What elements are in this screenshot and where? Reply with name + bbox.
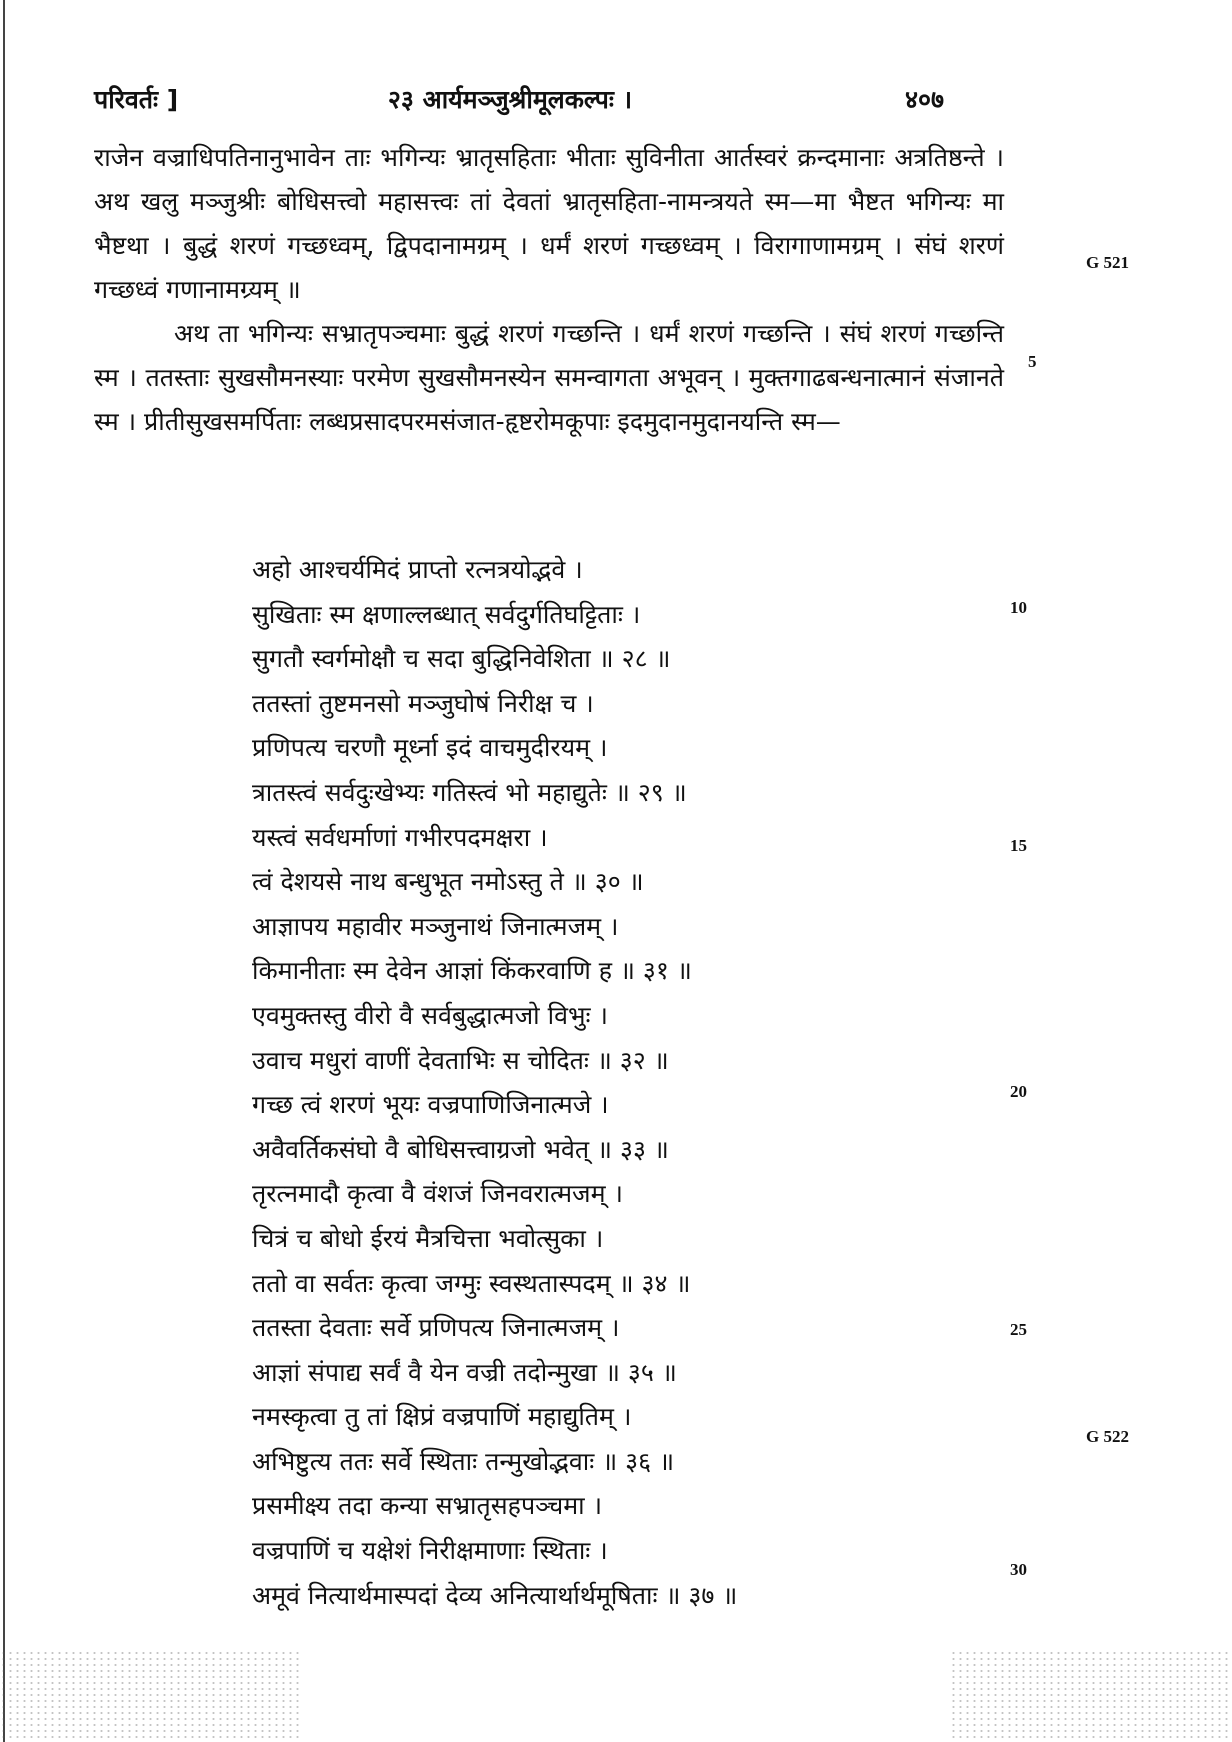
verse-line: ततो वा सर्वतः कृत्वा जग्मुः स्वस्थतास्पदम् ॥ ३४ ॥: [252, 1268, 691, 1298]
verse-line: यस्त्वं सर्वधर्माणां गभीरपदमक्षरा ।: [252, 822, 548, 852]
verse-line: त्रातस्त्वं सर्वदुःखेभ्यः गतिस्त्वं भो महाद्युतेः ॥ २९ ॥: [252, 777, 687, 807]
verse-line: अवैवर्तिकसंघो वै बोधिसत्त्वाग्रजो भवेत् ॥ ३३ ॥: [252, 1134, 669, 1164]
line-number: 25: [1010, 1320, 1027, 1339]
verse-line: प्रसमीक्ष्य तदा कन्या सभ्रातृसहपञ्चमा ।: [252, 1491, 603, 1521]
line-number: 10: [1010, 598, 1027, 617]
page-number: ४०७: [905, 85, 945, 114]
verse-line: सुखिताः स्म क्षणाल्लब्धात् सर्वदुर्गतिघट्टिताः ।: [252, 599, 641, 629]
scan-noise-right: [950, 1650, 1232, 1742]
verse-line: अमूवं नित्यार्थमास्पदां देव्य अनित्यार्थार्थमूषिताः ॥ ३७ ॥: [252, 1580, 738, 1610]
line-number: 30: [1010, 1560, 1027, 1579]
prose-paragraph-1: राजेन वज्राधिपतिनानुभावेन ताः भगिन्यः भ्रातृसहिताः भीताः सुविनीता आर्तस्वरं क्रन्दमानाः अत्रतिष्ठन्ते । अथ खलु मञ्जुश्रीः बोधिसत्त्वो महासत्त्वः तां देवतां भ्रातृसहिता-नामन्त्रयते स्म—मा भैष्टत भगिन्यः मा भैष्टथा । बुद्धं शरणं गच्छध्वम्, द्विपदानामग्रम् । धर्मं शरणं गच्छध्वम् । विरागाणामग्रम् । संघं शरणं गच्छध्वं गणानामग्र्यम् ॥: [94, 143, 1004, 304]
verse-line: उवाच मधुरां वाणीं देवताभिः स चोदितः ॥ ३२ ॥: [252, 1045, 669, 1075]
verse-line: किमानीताः स्म देवेन आज्ञां किंकरवाणि ह ॥ ३१ ॥: [252, 956, 692, 986]
verse-line: एवमुक्तस्तु वीरो वै सर्वबुद्धात्मजो विभुः ।: [252, 1000, 609, 1030]
verse-line: चित्रं च बोधो ईरयं मैत्रचित्ता भवोत्सुका ।: [252, 1223, 604, 1253]
prose-block: [94, 136, 1004, 444]
verse-line: ततस्ता देवताः सर्वे प्रणिपत्य जिनात्मजम् ।: [252, 1313, 620, 1343]
verse-line: प्रणिपत्य चरणौ मूर्ध्ना इदं वाचमुदीरयम् ।: [252, 733, 608, 763]
verse-line: आज्ञां संपाद्य सर्वं वै येन वज्री तदोन्मुखा ॥ ३५ ॥: [252, 1357, 677, 1387]
verse-line: तृरत्नमादौ कृत्वा वै वंशजं जिनवरात्मजम् ।: [252, 1179, 623, 1209]
verse-line: वज्रपाणिं च यक्षेशं निरीक्षमाणाः स्थिताः ।: [252, 1536, 608, 1566]
verse-line: अहो आश्चर्यमिदं प्राप्तो रत्नत्रयोद्भवे ।: [252, 555, 583, 584]
page-edge-line: [3, 0, 5, 1742]
prose-paragraph-2: अथ ता भगिन्यः सभ्रातृपञ्चमाः बुद्धं शरणं गच्छन्ति । धर्मं शरणं गच्छन्ति । संघं शरणं गच्छन्ति स्म । ततस्ताः सुखसौमनस्याः परमेण सुखसौमनस्येन समन्वागता अभूवन् । मुक्तगाढबन्धनात्मानं संजानते स्म । प्रीतीसुखसमर्पिताः लब्धप्रसादपरमसंजात-हृष्टरोमकूपाः इदमुदानमुदानयन्ति स्म—: [94, 319, 1004, 436]
verse-line: ततस्तां तुष्टमनसो मञ्जुघोषं निरीक्ष च ।: [252, 688, 594, 718]
line-number: 5: [1028, 352, 1037, 371]
line-number: 15: [1010, 836, 1027, 855]
running-header-left: परिवर्तः ]: [94, 85, 179, 114]
line-number: 20: [1010, 1082, 1027, 1101]
verse-line: आज्ञापय महावीर मञ्जुनाथं जिनात्मजम् ।: [252, 911, 619, 941]
verse-line: अभिष्टुत्य ततः सर्वे स्थिताः तन्मुखोद्भवाः ॥ ३६ ॥: [252, 1446, 675, 1476]
verse-line: गच्छ त्वं शरणं भूयः वज्रपाणिजिनात्मजे ।: [252, 1090, 609, 1120]
running-header-title: २३ आर्यमञ्जुश्रीमूलकल्पः ।: [387, 85, 633, 114]
verse-line: त्वं देशयसे नाथ बन्धुभूत नमोऽस्तु ते ॥ ३० ॥: [252, 867, 644, 897]
edition-reference: G 522: [1086, 1427, 1129, 1446]
verse-line: सुगतौ स्वर्गमोक्षौ च सदा बुद्धिनिवेशिता ॥ २८ ॥: [252, 644, 671, 674]
edition-reference: G 521: [1086, 253, 1129, 272]
verse-line: नमस्कृत्वा तु तां क्षिप्रं वज्रपाणिं महाद्युतिम् ।: [252, 1402, 632, 1432]
verse-block: [252, 548, 737, 1618]
scan-noise-left: [0, 1650, 300, 1742]
